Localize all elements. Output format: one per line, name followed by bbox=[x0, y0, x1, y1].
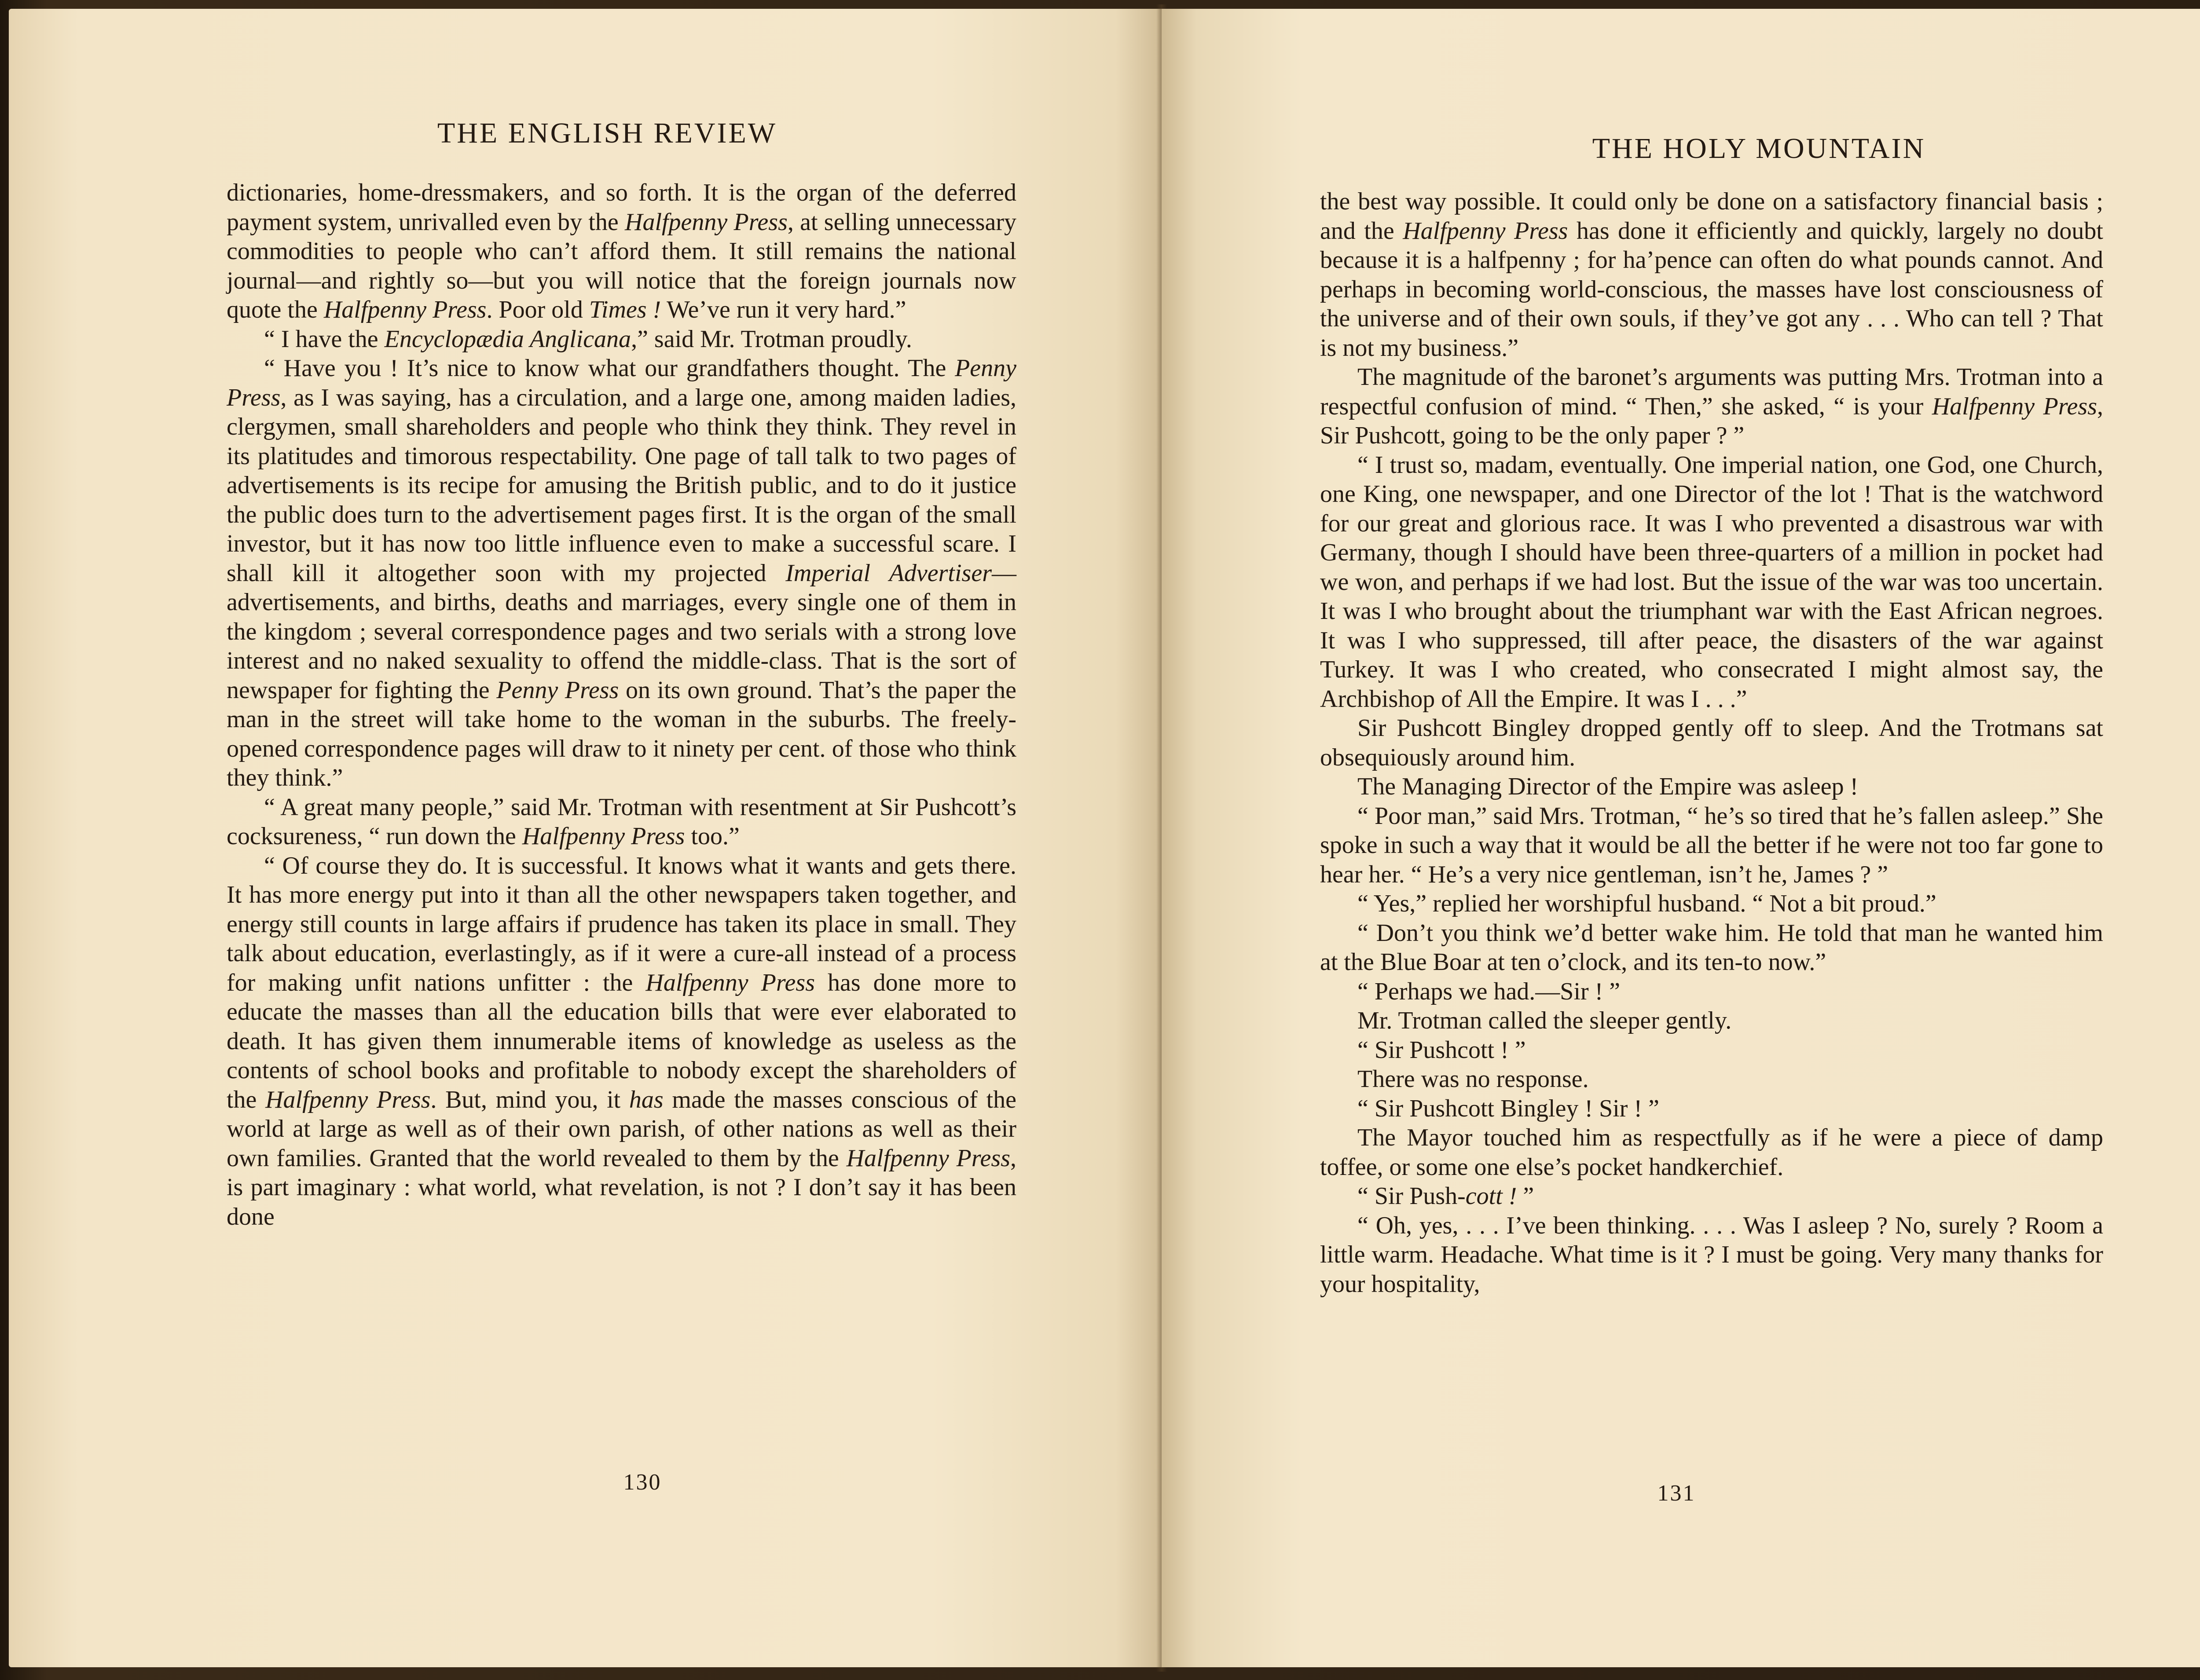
italic-text-run: has bbox=[629, 1086, 664, 1113]
paragraph bbox=[1320, 919, 2103, 977]
text-run: dictionaries, home-dressmakers, and so forth. It is the organ of the deferred payment system, unrivalled even by the bbox=[227, 179, 1016, 236]
text-run: too.” bbox=[685, 823, 740, 850]
italic-text-run: Halfpenny Press bbox=[1932, 392, 2097, 420]
italic-text-run: Halfpenny Press bbox=[522, 823, 685, 850]
text-run: The Managing Director of the Empire was asleep ! bbox=[1357, 773, 1859, 800]
text-run: We’ve run it very hard.” bbox=[661, 296, 906, 323]
right-page bbox=[1162, 9, 2200, 1667]
text-run: Sir Pushcott Bingley dropped gently off to sleep. And the Trotmans sat obsequiously around him. bbox=[1320, 714, 2103, 771]
paragraph bbox=[1320, 1065, 2103, 1094]
italic-text-run: Halfpenny Press bbox=[265, 1086, 431, 1113]
text-run: “ Sir Pushcott Bingley ! Sir ! ” bbox=[1357, 1094, 1659, 1122]
italic-text-run: Halfpenny Press bbox=[645, 969, 815, 996]
text-run: “ A great many people,” said Mr. Trotman with resentment at Sir Pushcott’s cocksureness, “ run down the bbox=[227, 793, 1016, 850]
text-run: , as I was saying, has a circulation, and a large one, among maiden ladies, clergymen, small shareholders and people who think they think. They revel in its platitudes and timorous respectability. One page of tall talk to two pages of advertisements is its recipe for amusing the British public, and to do it justice the public does turn to the advertisement pages first. It is the organ of the small investor, but it has now too little influence even to make a successful scare. I shall kill it altogether soon with my projected bbox=[227, 384, 1016, 587]
italic-text-run: Times ! bbox=[589, 296, 661, 323]
text-run: , at selling unnecessary commodities to people who can’t afford them. It still remains the national journal—and rightly so—but you will notice that the foreign journals now quote the bbox=[227, 208, 1016, 323]
paragraph bbox=[1320, 187, 2103, 362]
text-run: “ Yes,” replied her worshipful husband. “ Not a bit proud.” bbox=[1357, 890, 1936, 917]
text-run: “ Of course they do. It is successful. It knows what it wants and gets there. It has more energy put into it than all the other newspapers taken together, and energy still counts in large affairs if prudence has taken its place in small. They talk about education, everlastingly, as if it were a cure-all instead of a process for making unfit nations unfitter : the bbox=[227, 852, 1016, 996]
paragraph bbox=[1320, 889, 2103, 919]
italic-text-run: Imperial Advertiser bbox=[785, 559, 992, 587]
paragraph bbox=[227, 793, 1016, 851]
text-run: . Poor old bbox=[486, 296, 589, 323]
paragraph bbox=[227, 851, 1016, 1232]
page-body-text bbox=[1320, 187, 2103, 1299]
text-run: ” bbox=[1517, 1182, 1534, 1210]
paragraph bbox=[227, 178, 1016, 325]
text-run: “ I trust so, madam, eventually. One imperial nation, one God, one Church, one King, one newspaper, and one Director of the lot ! That is the watchword for our great and glorious race. It was I who prevented a disastrous war with Germany, though I should have been three-quarters of a million in pocket had we won, and perhaps if we had lost. But the issue of the war was too uncertain. It was I who brought about the triumphant war with the East African negroes. It was I who suppressed, till after peace, the disasters of the war against Turkey. It was I who created, who consecrated I might almost say, the Archbishop of All the Empire. It was I . . .” bbox=[1320, 451, 2103, 713]
paragraph bbox=[1320, 1094, 2103, 1124]
text-run: The magnitude of the baronet’s arguments was putting Mrs. Trotman into a respectful confusion of mind. “ Then,” she asked, “ is your bbox=[1320, 363, 2103, 420]
italic-text-run: Halfpenny Press bbox=[846, 1144, 1010, 1172]
text-run: “ Don’t you think we’d better wake him. He told that man he wanted him at the Blue Boar at ten o’clock, and its ten-to now.” bbox=[1320, 919, 2103, 976]
paragraph bbox=[227, 325, 1016, 354]
italic-text-run: Halfpenny Press bbox=[1403, 217, 1568, 245]
text-run: “ I have the bbox=[264, 325, 385, 353]
italic-text-run: Penny Press bbox=[496, 676, 619, 704]
page-body-text bbox=[227, 178, 1016, 1231]
text-run: made the masses conscious of the world at large as well as of their own parish, of other nations as well as their own families. Granted that the world revealed to them by the bbox=[227, 1086, 1016, 1172]
italic-text-run: Encyclopædia Anglicana bbox=[384, 325, 631, 353]
paragraph bbox=[1320, 772, 2103, 802]
running-head: THE HOLY MOUNTAIN bbox=[1592, 132, 1926, 165]
text-run: ,” said Mr. Trotman proudly. bbox=[631, 325, 912, 353]
text-run: —advertisements, and births, deaths and marriages, every single one of them in the kingdom ; several correspondence pages and two serials with a strong love interest and no naked sexuality to offend the middle-class. That is the sort of newspaper for fighting the bbox=[227, 559, 1016, 704]
text-run: “ Oh, yes, . . . I’ve been thinking. . . . Was I asleep ? No, surely ? Room a little warm. Headache. What time is it ? I must be going. Very many thanks for your hospitality, bbox=[1320, 1212, 2103, 1298]
text-run: There was no response. bbox=[1357, 1065, 1589, 1093]
text-run: “ Perhaps we had.—Sir ! ” bbox=[1357, 977, 1621, 1005]
text-run: “ Sir Push- bbox=[1357, 1182, 1466, 1210]
text-run: “ Have you ! It’s nice to know what our grandfathers thought. The bbox=[264, 355, 955, 382]
paragraph bbox=[1320, 714, 2103, 772]
italic-text-run: Halfpenny Press bbox=[323, 296, 487, 323]
left-page bbox=[9, 9, 1162, 1667]
paragraph bbox=[1320, 1123, 2103, 1182]
paragraph bbox=[1320, 1211, 2103, 1299]
running-head: THE ENGLISH REVIEW bbox=[437, 117, 777, 149]
paragraph bbox=[1320, 1006, 2103, 1036]
paragraph bbox=[227, 354, 1016, 793]
page-number: 131 bbox=[1657, 1481, 1696, 1506]
paragraph bbox=[1320, 362, 2103, 450]
italic-text-run: Penny Press bbox=[227, 355, 1016, 411]
paragraph bbox=[1320, 802, 2103, 889]
page-number: 130 bbox=[623, 1470, 662, 1495]
italic-text-run: Halfpenny Press bbox=[625, 208, 788, 236]
text-run: . But, mind you, it bbox=[430, 1086, 629, 1113]
text-run: on its own ground. That’s the paper the man in the street will take home to the woman in the suburbs. The freely-opened correspondence pages will draw to it ninety per cent. of those who think they think.” bbox=[227, 676, 1017, 791]
paragraph bbox=[1320, 977, 2103, 1007]
text-run: “ Poor man,” said Mrs. Trotman, “ he’s so tired that he’s fallen asleep.” She spoke in such a way that it would be all the better if he were not too far gone to hear her. “ He’s a very nice gentleman, isn’t he, James ? ” bbox=[1320, 802, 2103, 888]
text-run: has done it efficiently and quickly, largely no doubt because it is a halfpenny ; for ha’pence can often do what pounds cannot. And perhaps in becoming world-conscious, the masses have lost consciousness of the universe and of their own souls, if they’ve got any . . . Who can tell ? That is not my business.” bbox=[1320, 217, 2103, 362]
text-run: , Sir Pushcott, going to be the only paper ? ” bbox=[1320, 392, 2103, 449]
text-run: , is part imaginary : what world, what revelation, is not ? I don’t say it has been done bbox=[227, 1144, 1016, 1230]
italic-text-run: cott ! bbox=[1465, 1182, 1517, 1210]
text-run: The Mayor touched him as respectfully as if he were a piece of damp toffee, or some one else’s pocket handkerchief. bbox=[1320, 1124, 2103, 1181]
text-run: Mr. Trotman called the sleeper gently. bbox=[1357, 1007, 1732, 1034]
paragraph bbox=[1320, 1182, 2103, 1211]
paragraph bbox=[1320, 450, 2103, 714]
text-run: the best way possible. It could only be done on a satisfactory financial basis ; and the bbox=[1320, 188, 2103, 245]
text-run: “ Sir Pushcott ! ” bbox=[1357, 1036, 1526, 1064]
text-run: has done more to educate the masses than all the education bills that were ever elaborated to death. It has given them innumerable items of knowledge as useless as the contents of school books and profitable to nobody except the shareholders of the bbox=[227, 969, 1016, 1113]
paragraph bbox=[1320, 1036, 2103, 1065]
